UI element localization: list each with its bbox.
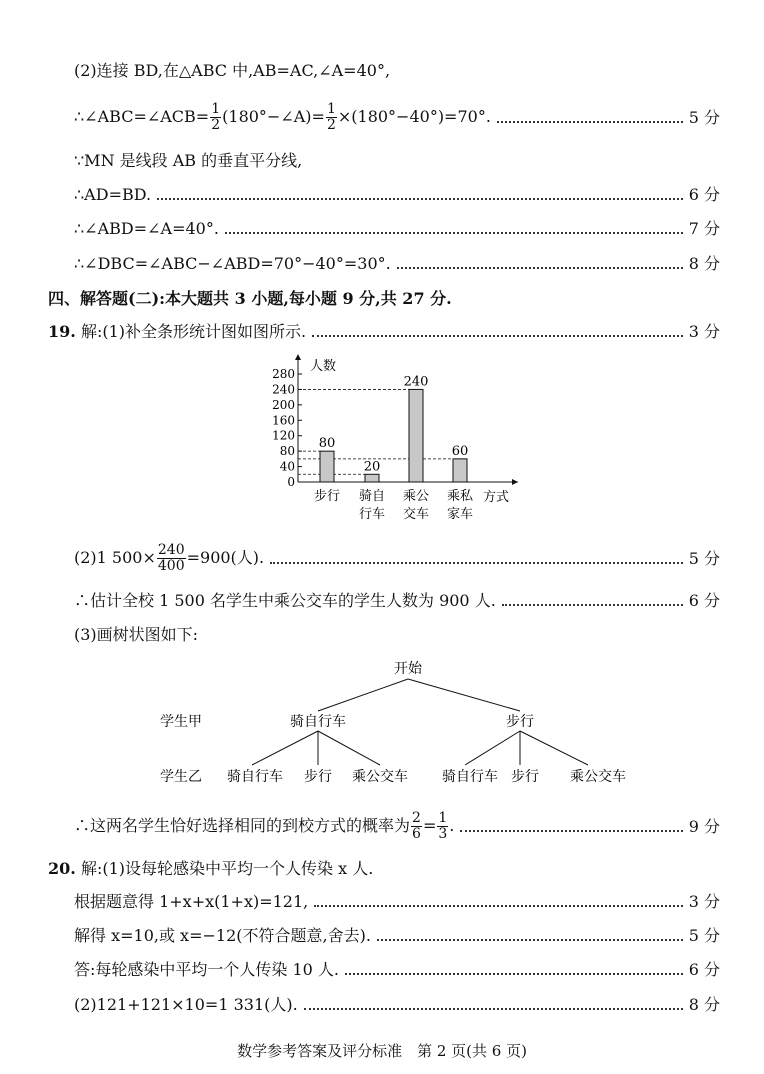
numerator: 240 xyxy=(157,542,185,558)
question-number: 20. xyxy=(48,859,76,878)
line-text: (2)121+121×10=1 331(人). xyxy=(74,995,298,1014)
category-label: 行车 xyxy=(358,507,386,522)
y-tick-label: 120 xyxy=(272,428,295,443)
score: 6 分 xyxy=(688,185,720,204)
fraction xyxy=(437,811,448,842)
solution-line xyxy=(74,150,720,172)
leader-dots xyxy=(345,973,683,975)
category-label: 乘公 xyxy=(402,489,430,504)
solution-line xyxy=(74,959,720,981)
text-segment: . xyxy=(449,816,455,835)
line-text xyxy=(74,102,491,133)
tree-leaf: 步行 xyxy=(304,769,332,785)
leader-dots xyxy=(312,335,683,337)
bar xyxy=(409,389,423,482)
score: 3 分 xyxy=(688,322,720,341)
text-segment: ∴这两名学生恰好选择相同的到校方式的概率为 xyxy=(74,816,411,835)
numerator: 1 xyxy=(326,101,336,117)
y-tick-label: 240 xyxy=(272,382,295,397)
y-tick-label: 280 xyxy=(272,367,295,381)
line-text xyxy=(74,543,264,574)
solution-line xyxy=(74,925,720,947)
category-label: 骑自 xyxy=(358,489,386,504)
line-text: ∵MN 是线段 AB 的垂直平分线, xyxy=(74,151,303,170)
tree-row2-label: 学生乙 xyxy=(160,769,202,785)
x-axis-label: 方式 xyxy=(482,490,510,505)
tree-leaf: 乘公交车 xyxy=(352,769,408,785)
line-text xyxy=(74,811,454,842)
tree-leaf: 步行 xyxy=(511,769,539,785)
line-text xyxy=(48,858,373,880)
tree-row1-label: 学生甲 xyxy=(160,714,202,730)
bar-chart xyxy=(250,352,540,524)
score: 9 分 xyxy=(688,816,720,836)
y-axis-arrow xyxy=(295,354,301,360)
fraction xyxy=(326,102,337,133)
score: 6 分 xyxy=(688,591,720,610)
score: 8 分 xyxy=(688,995,720,1014)
bar-value-label: 240 xyxy=(403,374,429,390)
tree-edge xyxy=(465,731,520,765)
tree-edge xyxy=(318,679,408,711)
category-label: 交车 xyxy=(402,507,430,522)
tree-edge xyxy=(520,731,588,765)
heading-text: 四、解答题(二):本大题共 3 小题,每小题 9 分,共 27 分. xyxy=(48,289,452,308)
score: 6 分 xyxy=(688,960,720,979)
leader-dots xyxy=(377,939,683,941)
page-footer: 数学参考答案及评分标准 第 2 页(共 6 页) xyxy=(237,1042,527,1060)
denominator: 2 xyxy=(326,117,336,133)
leader-dots xyxy=(502,604,683,606)
line-text: (2)连接 BD,在△ABC 中,AB=AC,∠A=40°, xyxy=(74,61,391,80)
y-axis-label: 人数 xyxy=(310,359,337,374)
denominator: 2 xyxy=(211,117,221,133)
tree-node: 步行 xyxy=(506,714,534,730)
leader-dots xyxy=(460,830,682,832)
bar-value-label: 60 xyxy=(451,443,469,459)
fraction xyxy=(411,811,422,842)
numerator: 1 xyxy=(211,101,221,117)
score: 7 分 xyxy=(688,219,720,238)
y-tick-label: 0 xyxy=(287,475,295,489)
leader-dots xyxy=(497,121,683,123)
text-segment: ×(180°−40°)=70°. xyxy=(337,107,491,126)
text-segment: 解:(1)设每轮感染中平均一个人传染 x 人. xyxy=(80,859,374,878)
fraction xyxy=(210,102,221,133)
denominator: 6 xyxy=(412,826,421,842)
solution-line xyxy=(74,994,720,1016)
denominator: 400 xyxy=(157,558,185,574)
solution-line xyxy=(74,590,720,612)
line-text: (3)画树状图如下: xyxy=(74,625,199,644)
tree-edge xyxy=(252,731,318,765)
solution-line xyxy=(74,543,720,574)
leader-dots xyxy=(157,198,683,200)
score: 3 分 xyxy=(688,892,720,911)
numerator: 1 xyxy=(438,810,448,826)
leader-dots xyxy=(314,905,682,907)
line-text: 解得 x=10,或 x=−12(不符合题意,舍去). xyxy=(74,926,371,945)
y-tick-label: 160 xyxy=(272,413,295,428)
denominator: 3 xyxy=(438,826,448,842)
leader-dots xyxy=(397,267,683,269)
question-number: 19. xyxy=(48,322,76,341)
solution-line xyxy=(48,321,720,343)
y-tick-label: 40 xyxy=(279,459,295,474)
line-text: ∴AD=BD. xyxy=(74,185,152,204)
tree-node: 骑自行车 xyxy=(290,714,346,730)
solution-line xyxy=(74,102,720,133)
solution-line xyxy=(74,891,720,913)
solution-line xyxy=(74,60,720,82)
section-heading xyxy=(48,288,720,310)
solution-line xyxy=(74,218,720,240)
line-text: ∴估计全校 1 500 名学生中乘公交车的学生人数为 900 人. xyxy=(74,591,496,610)
category-label: 乘私 xyxy=(446,489,474,504)
tree-leaf: 乘公交车 xyxy=(570,769,626,785)
bar xyxy=(320,451,334,482)
line-text xyxy=(48,321,306,343)
tree-edge xyxy=(408,679,520,711)
bar-value-label: 80 xyxy=(318,436,336,452)
text-segment: (180°−∠A)= xyxy=(222,107,325,126)
text-segment: ∴∠ABC=∠ACB= xyxy=(74,107,210,126)
solution-line xyxy=(74,253,720,275)
y-tick-label: 80 xyxy=(279,444,295,459)
line-text: 答:每轮感染中平均一个人传染 10 人. xyxy=(74,960,340,979)
chart-group xyxy=(272,354,518,522)
bar xyxy=(453,459,467,482)
tree-leaf: 骑自行车 xyxy=(442,769,498,785)
leader-dots xyxy=(225,232,683,234)
solution-line xyxy=(74,624,720,646)
x-axis-arrow xyxy=(512,479,518,485)
text-segment: =900(人). xyxy=(186,548,265,567)
solution-line xyxy=(48,858,720,880)
text-segment: (2)1 500× xyxy=(74,548,156,567)
y-tick-label: 200 xyxy=(272,397,295,412)
score: 8 分 xyxy=(688,254,720,273)
category-label: 家车 xyxy=(446,507,474,522)
solution-line xyxy=(74,811,720,842)
score: 5 分 xyxy=(688,107,720,127)
tree-edge xyxy=(318,731,380,765)
leader-dots xyxy=(304,1008,683,1010)
text-segment: = xyxy=(422,816,437,835)
tree-diagram xyxy=(150,655,650,790)
bar xyxy=(365,474,379,482)
bar-value-label: 20 xyxy=(363,459,381,475)
numerator: 2 xyxy=(412,810,421,826)
score: 5 分 xyxy=(688,926,720,945)
score: 5 分 xyxy=(688,548,720,568)
solution-line xyxy=(74,184,720,206)
tree-leaf: 骑自行车 xyxy=(227,769,283,785)
leader-dots xyxy=(270,562,683,564)
line-text: 根据题意得 1+x+x(1+x)=121, xyxy=(74,892,309,911)
category-label: 步行 xyxy=(313,489,341,504)
tree-root: 开始 xyxy=(394,661,422,677)
text-segment: 解:(1)补全条形统计图如图所示. xyxy=(80,322,307,341)
fraction xyxy=(157,543,186,574)
line-text: ∴∠ABD=∠A=40°. xyxy=(74,219,219,238)
line-text: ∴∠DBC=∠ABC−∠ABD=70°−40°=30°. xyxy=(74,254,391,273)
